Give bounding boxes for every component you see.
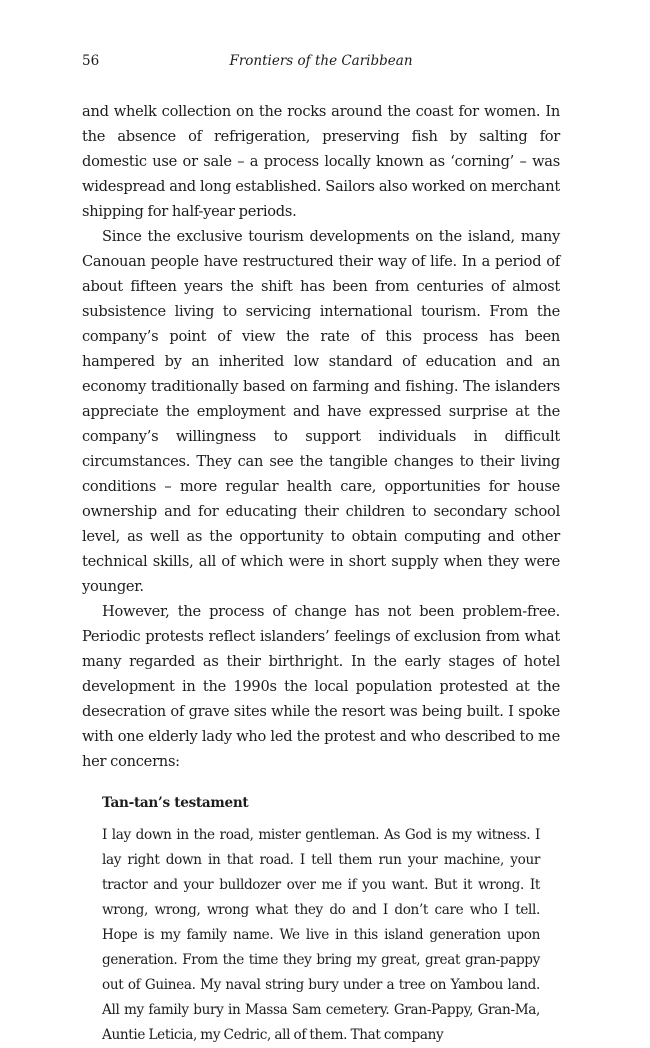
running-head <box>82 48 560 74</box>
extract-text: I lay down in the road, mister gentleman. As God is my witness. I lay right down in that road. I tell them run your machine, your tractor and your bulldozer over me if you want. But it wrong. It wrong, wrong, wrong what they do and I don’t care who I tell. Hope is my family name. We live in this island generation upon generation. From the time they bring my great, great gran-pappy out of Guinea. My naval string bury under a tree on Yambou land. All my family bury in Massa Sam cemetery. Gran-Pappy, Gran-Ma, Auntie Leticia, my Cedric, all of them. That company <box>102 827 540 1043</box>
page-number: 56 <box>82 53 100 69</box>
paragraph: However, the process of change has not been problem-free. Periodic protests reflect islanders’ feelings of exclusion from what many regarded as their birthright. In the early stages of hotel development in the 1990s the local population protested at the desecration of grave sites while the resort was being built. I spoke with one elderly lady who led the protest and who described to me her concerns: <box>82 603 560 770</box>
extract-heading: Tan-tan’s testament <box>102 795 249 811</box>
paragraph: Since the exclusive tourism developments on the island, many Canouan people have restructured their way of life. In a period of about fifteen years the shift has been from centuries of almost subsistence living to servicing international tourism. From the company’s point of view the rate of this process has been hampered by an inherited low standard of education and an economy traditionally based on farming and fishing. The islanders appreciate the employment and have expressed surprise at the company’s willingness to support individuals in difficult circumstances. They can see the tangible changes to their living conditions – more regular health care, opportunities for house ownership and for educating their children to secondary school level, as well as the opportunity to obtain computing and other technical skills, all of which were in short supply when they were younger. <box>82 228 560 595</box>
book-page <box>82 48 560 1048</box>
running-title: Frontiers of the Caribbean <box>229 53 413 69</box>
paragraph: and whelk collection on the rocks around the coast for women. In the absence of refrigeration, preserving fish by salting for domestic use or sale – a process locally known as ‘corning’ – was widespread and long established. Sailors also worked on merchant shipping for half-year periods. <box>82 103 560 220</box>
body-text <box>82 99 560 774</box>
extract-block <box>102 791 540 1048</box>
